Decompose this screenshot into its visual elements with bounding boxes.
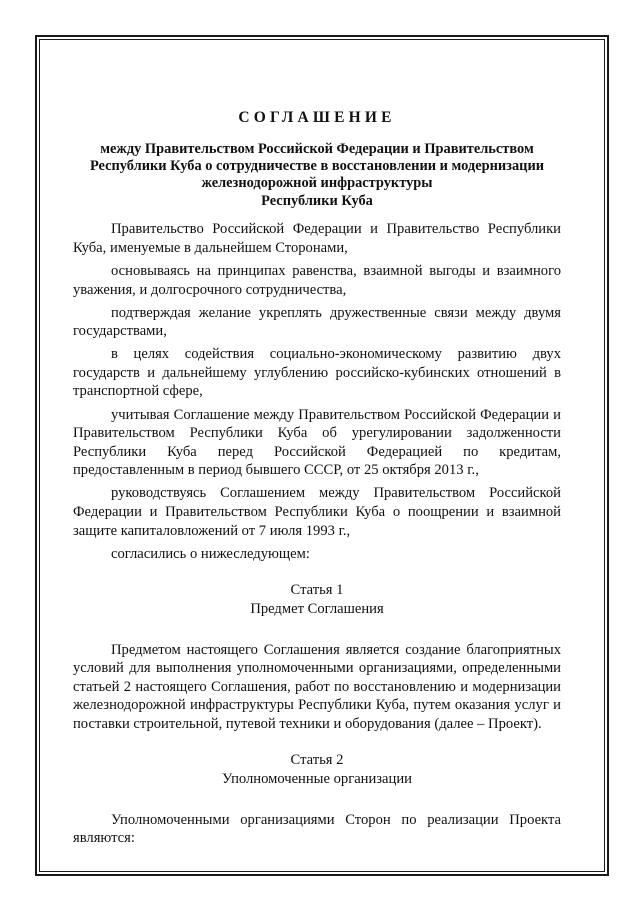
document-subtitle: [73, 141, 561, 211]
document-title: СОГЛАШЕНИЕ: [238, 109, 396, 126]
subtitle-line: между Правительством Российской Федерации и Правительством: [100, 140, 534, 157]
preamble-paragraph: в целях содействия социально-экономическому развитию двух государств и дальнейшему углублению российско-кубинских отношений в транспортной сфере,: [73, 346, 561, 400]
article-2-text: Уполномоченными организациями Сторон по реализации Проекта являются:: [73, 811, 561, 847]
article-2-heading: [73, 751, 561, 788]
article-number: Статья 1: [290, 582, 344, 599]
preamble-paragraph: учитывая Соглашение между Правительством Российской Федерации и Правительством Республики Куба об урегулировании задолженности Республики Куба перед Российской Федерацией по кредитам, предоставленным в период бывшего СССР, от 25 октября 2013 г.,: [73, 406, 561, 479]
subtitle-line: Республики Куба: [261, 192, 373, 209]
preamble-paragraph: Правительство Российской Федерации и Правительство Республики Куба, именуемые в дальнейшем Сторонами,: [73, 221, 561, 256]
document-body: [73, 96, 561, 848]
article-1-heading: [73, 581, 561, 618]
preamble-paragraph: основываясь на принципах равенства, взаимной выгоды и взаимного уважения, и долгосрочного сотрудничества,: [73, 262, 561, 298]
preamble-paragraph: согласились о нижеследующем:: [111, 545, 310, 562]
article-number: Статья 2: [290, 752, 344, 769]
article-1-text: Предметом настоящего Соглашения является создание благоприятных условий для выполнения уполномоченными организациями, определенными статьей 2 настоящего Соглашения, работ по восстановлению и модернизации железнодорожной инфраструктуры Республики Куба, путем оказания услуг и поставки строительной, путевой техники и оборудования (далее – Проект).: [73, 641, 561, 732]
article-title: Уполномоченные организации: [222, 771, 412, 788]
subtitle-line: железнодорожной инфраструктуры: [201, 175, 433, 192]
preamble-paragraph: руководствуясь Соглашением между Правительством Российской Федерации и Правительством Республики Куба о поощрении и взаимной защите капиталовложений от 7 июля 1993 г.,: [73, 485, 561, 539]
subtitle-line: Республики Куба о сотрудничестве в восстановлении и модернизации: [89, 158, 545, 174]
article-title: Предмет Соглашения: [250, 600, 384, 617]
preamble-paragraph: подтверждая желание укреплять дружественные связи между двумя государствами,: [73, 304, 561, 340]
